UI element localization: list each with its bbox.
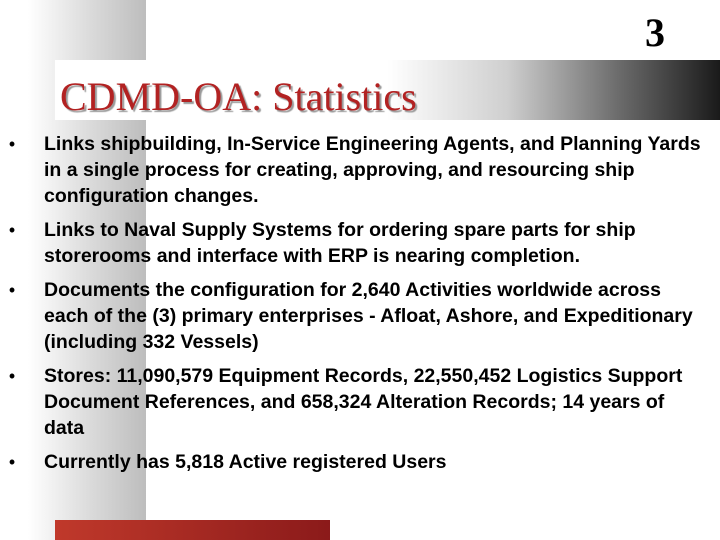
bullet-item	[0, 363, 712, 441]
bullet-text: Currently has 5,818 Active registered Users	[44, 451, 447, 473]
bullet-text: Stores: 11,090,579 Equipment Records, 22,550,452 Logistics Support Document References, and 658,324 Alteration Records; 14 years of data	[44, 365, 683, 439]
bullet-icon: •	[8, 366, 16, 386]
bullet-item	[0, 277, 712, 355]
bullet-item	[0, 449, 712, 475]
bottom-accent-band	[55, 520, 330, 540]
bullet-icon: •	[8, 134, 16, 154]
page-number: 3	[645, 10, 665, 55]
bullet-icon: •	[8, 452, 16, 472]
bullet-item	[0, 217, 712, 269]
bullet-text: Links shipbuilding, In-Service Engineering Agents, and Planning Yards in a single process for creating, approving, and resourcing ship configuration changes.	[44, 133, 701, 207]
bullet-icon: •	[8, 280, 16, 300]
bullet-item	[0, 131, 712, 209]
bullet-icon: •	[8, 220, 16, 240]
bullet-text: Links to Naval Supply Systems for ordering spare parts for ship storerooms and interface with ERP is nearing completion.	[44, 219, 636, 267]
slide-title: CDMD-OA: Statistics	[60, 74, 417, 119]
bullet-list	[0, 131, 712, 483]
bullet-text: Documents the configuration for 2,640 Activities worldwide across each of the (3) primary enterprises - Afloat, Ashore, and Expeditionary (including 332 Vessels)	[44, 279, 693, 353]
